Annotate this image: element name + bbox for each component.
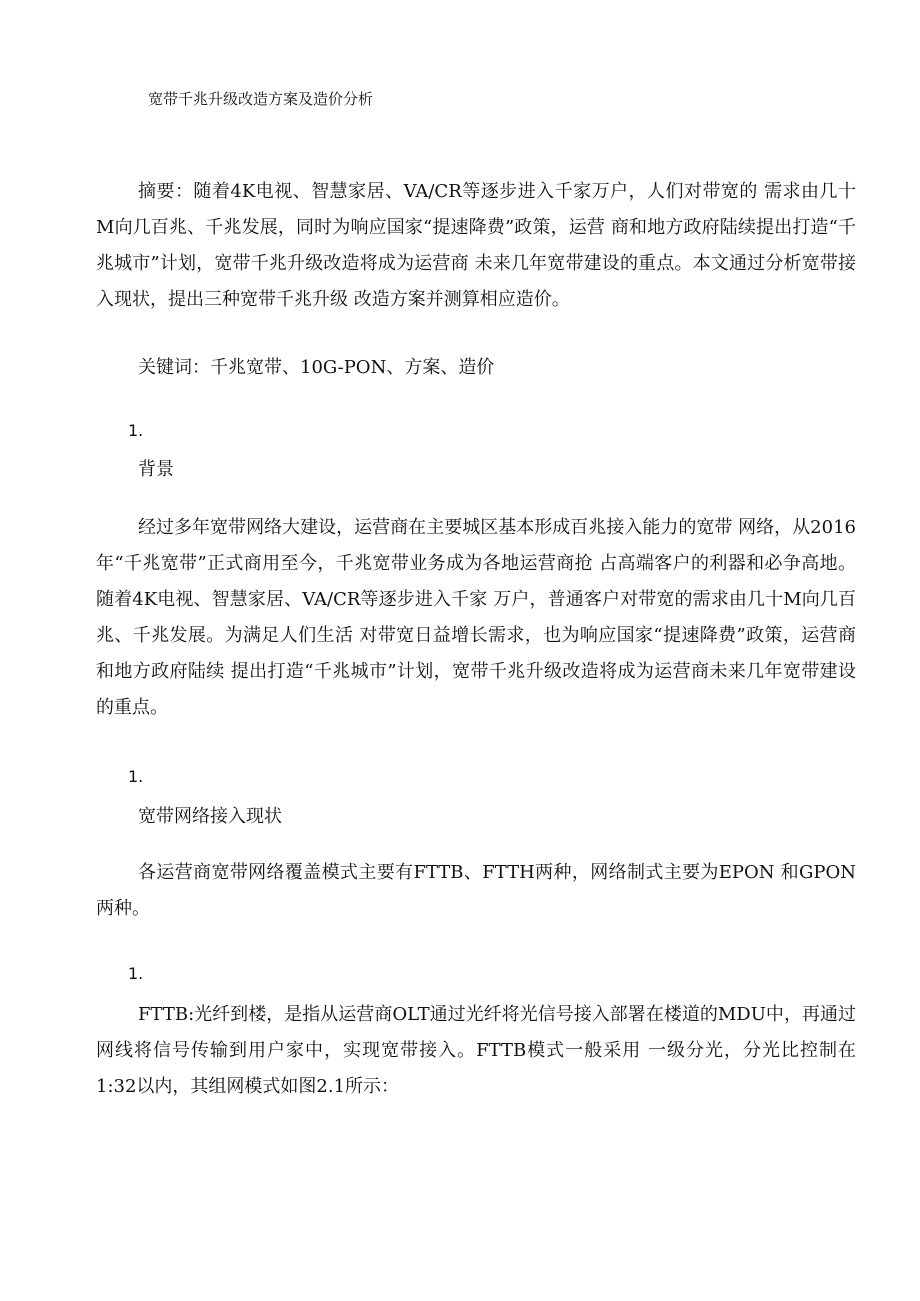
- access-status-paragraph: 各运营商宽带网络覆盖模式主要有FTTB、FTTH两种，网络制式主要为EPON 和GPON两种。: [96, 862, 856, 919]
- background-paragraph: 经过多年宽带网络大建设，运营商在主要城区基本形成百兆接入能力的宽带 网络，从2016年“千兆宽带”正式商用至今，千兆宽带业务成为各地运营商抢 占高端客户的利器和必争高地。随着4K电视、智慧家居、VA/CR等逐步进入千家 万户，普通客户对带宽的需求由几十M向几百兆、千兆发展。为满足人们生活 对带宽日益增长需求，也为响应国家“提速降费”政策，运营商和地方政府陆续 提出打造“千兆城市”计划，宽带千兆升级改造将成为运营商未来几年宽带建设 的重点。: [96, 517, 856, 718]
- section-number: 1.: [128, 421, 144, 440]
- keywords-line: 关键词：千兆宽带、10G-PON、方案、造价: [138, 357, 495, 378]
- section-number: 1.: [128, 767, 144, 786]
- fttb-paragraph: FTTB:光纤到楼，是指从运营商OLT通过光纤将光信号接入部署在楼道的MDU中，再通过网线将信号传输到用户家中，实现宽带接入。FTTB模式一般采用 一级分光，分光比控制在1:32以内，其组网模式如图2.1所示：: [96, 1004, 856, 1097]
- abstract-paragraph: 摘要：随着4K电视、智慧家居、VA/CR等逐步进入千家万户，人们对带宽的 需求由几十M向几百兆、千兆发展，同时为响应国家“提速降费”政策，运营 商和地方政府陆续提出打造“千兆城市”计划，宽带千兆升级改造将成为运营商 未来几年宽带建设的重点。本文通过分析宽带接入现状，提出三种宽带千兆升级 改造方案并测算相应造价。: [96, 181, 856, 310]
- document-title: 宽带千兆升级改造方案及造价分析: [148, 90, 374, 108]
- section-number: 1.: [128, 964, 144, 983]
- section-heading-background: 背景: [138, 459, 174, 480]
- section-heading-access-status: 宽带网络接入现状: [138, 806, 282, 827]
